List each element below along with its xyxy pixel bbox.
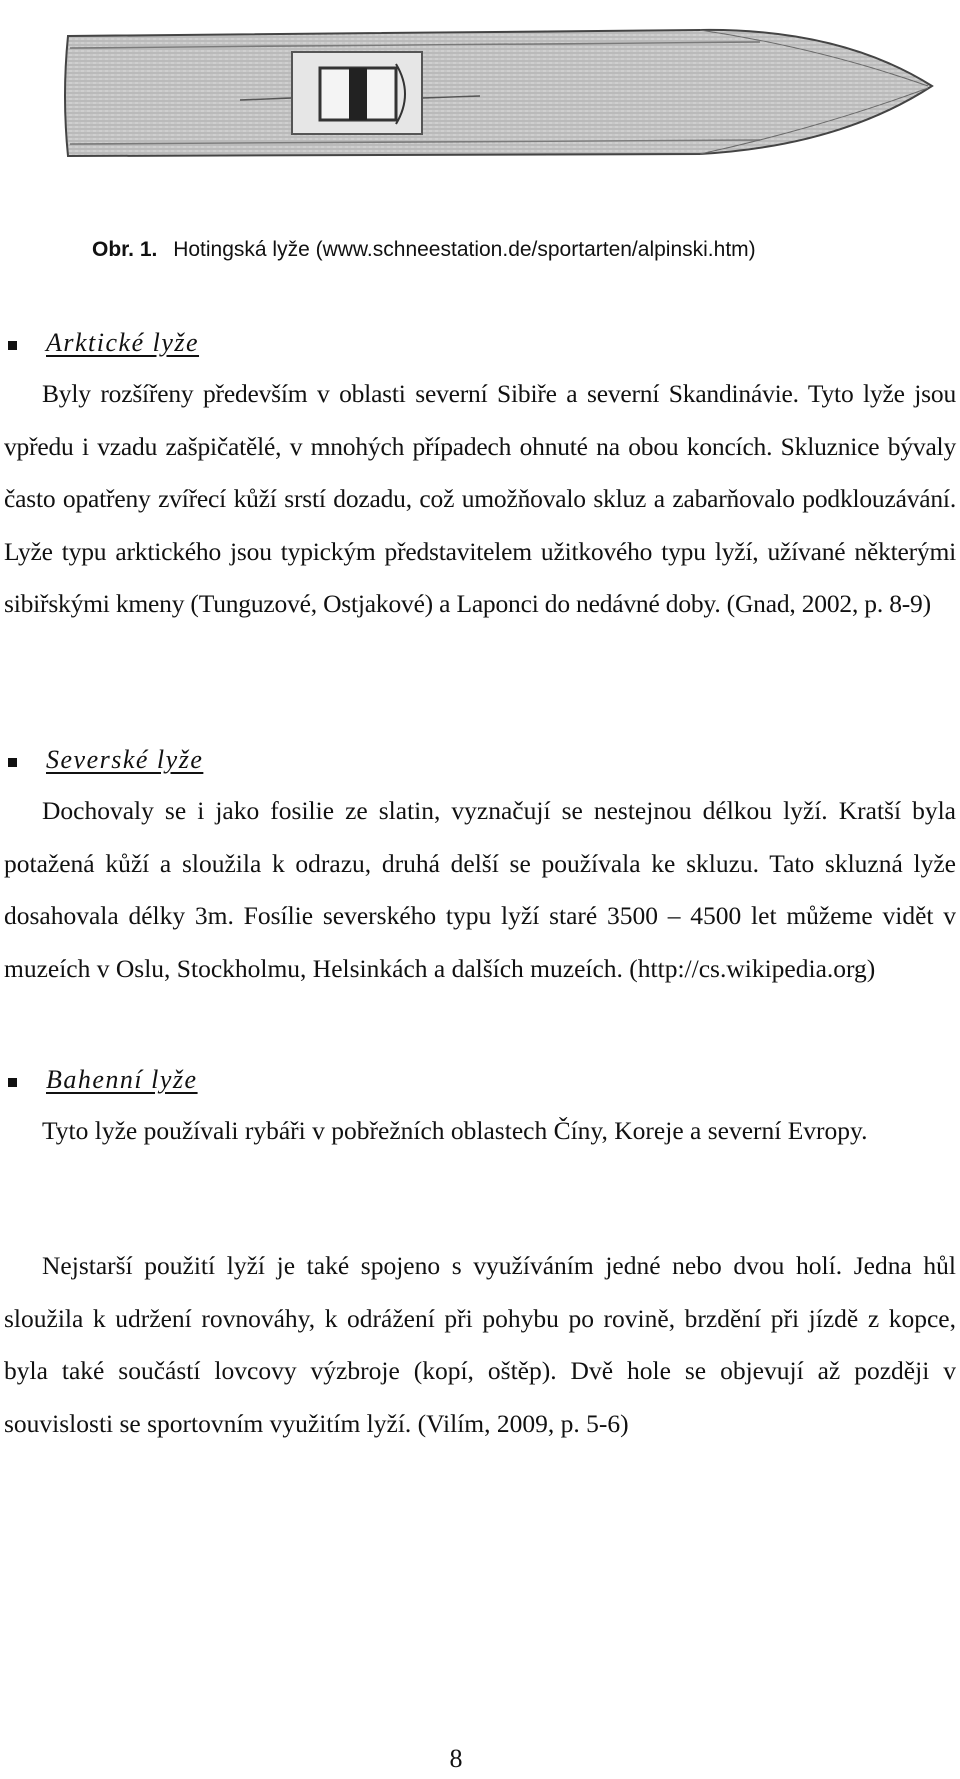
section-mud-skis bbox=[4, 1065, 956, 1158]
section-nordic-skis bbox=[4, 745, 956, 995]
square-bullet-icon bbox=[8, 341, 17, 350]
section-paragraph: Tyto lyže používali rybáři v pobřežních oblastech Číny, Koreje a severní Evropy. bbox=[42, 1116, 868, 1145]
section-paragraph: Byly rozšířeny především v oblasti severní Sibiře a severní Skandinávie. Tyto lyže jsou vpředu i vzadu zašpičatělé, v mnohých případech ohnuté na obou koncích. Skluznice bývaly často opatřeny zvířecí kůží srstí dozadu, což umožňovalo skluz a zabarňovalo podklouzávání. Lyže typu arktického jsou typickým představitelem užitkového typu lyží, užívané některými sibiřskými kmeny (Tunguzové, Ostjakové) a Laponci do nedávné doby. (Gnad, 2002, p. 8-9) bbox=[4, 379, 956, 618]
closing-section bbox=[4, 1240, 956, 1450]
section-paragraph: Dochovaly se i jako fosilie ze slatin, vyznačují se nestejnou délkou lyží. Kratší byla potažená kůží a sloužila k odrazu, druhá delší se používala ke skluzu. Tato skluzná lyže dosahovala délky 3m. Fosílie severského typu lyží staré 3500 – 4500 let můžeme vidět v muzeích v Oslu, Stockholmu, Helsinkách a dalších muzeích. (http://cs.wikipedia.org) bbox=[4, 796, 956, 983]
section-heading-row bbox=[4, 745, 956, 785]
hoting-ski-illustration bbox=[60, 8, 940, 183]
page-number: 8 bbox=[449, 1744, 463, 1773]
section-heading-row bbox=[4, 1065, 956, 1105]
section-heading: Bahenní lyže bbox=[46, 1065, 198, 1094]
square-bullet-icon bbox=[8, 758, 17, 767]
section-heading: Severské lyže bbox=[46, 745, 204, 774]
closing-paragraph: Nejstarší použití lyží je také spojeno s využíváním jedné nebo dvou holí. Jedna hůl sloužila k udržení rovnováhy, k odrážení při pohybu po rovině, brzdění při jízdě z kopce, byla také součástí lovcovy výzbroje (kopí, oštěp). Dvě hole se objevují až později v souvislosti se sportovním využitím lyží. (Vilím, 2009, p. 5-6) bbox=[4, 1251, 956, 1438]
figure-caption-text: Hotingská lyže (www.schneestation.de/sportarten/alpinski.htm) bbox=[173, 238, 756, 261]
figure-caption bbox=[92, 238, 756, 262]
figure-caption-label: Obr. 1. bbox=[92, 238, 158, 261]
section-arctic-skis bbox=[4, 328, 956, 631]
square-bullet-icon bbox=[8, 1078, 17, 1087]
section-heading: Arktické lyže bbox=[46, 328, 200, 357]
section-heading-row bbox=[4, 328, 956, 368]
